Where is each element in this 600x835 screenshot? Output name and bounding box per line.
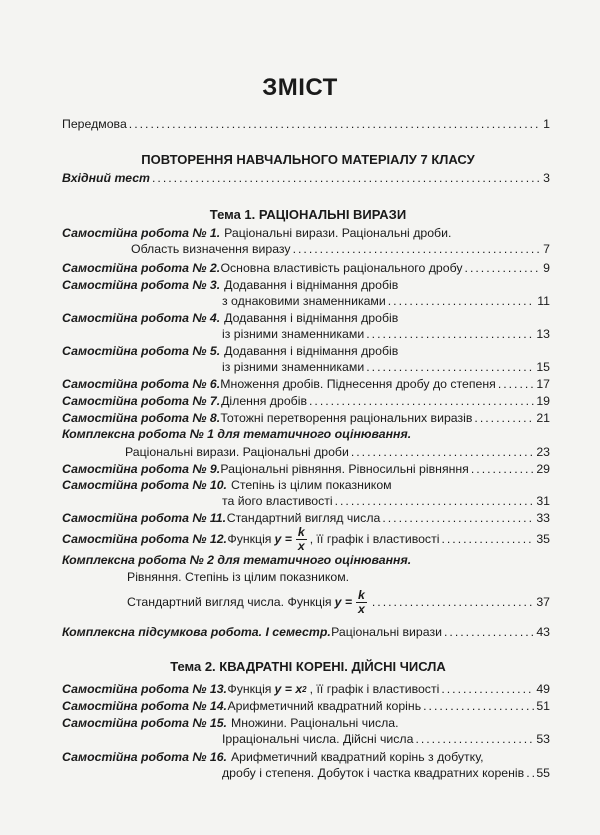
page-number: 11 <box>537 294 550 308</box>
page-number: 43 <box>536 625 550 639</box>
page-number: 29 <box>536 462 550 476</box>
toc-entry-sr13[interactable] <box>62 682 550 697</box>
entry-title: Множення дробів. Піднесення дробу до степеня <box>220 377 496 391</box>
entry-title-tail: , її графік і властивості <box>309 682 440 696</box>
leader-dots <box>309 394 534 409</box>
entry-label: Вхідний тест <box>62 171 150 185</box>
work-label: Самостійна робота № 7. <box>62 394 221 408</box>
function-formula <box>274 526 306 553</box>
toc-entry-sr1[interactable] <box>62 226 451 241</box>
work-label: Самостійна робота № 12. <box>62 531 227 546</box>
toc-entry-kr2-cont2[interactable] <box>127 588 550 616</box>
entry-title: Раціональні вирази <box>331 625 442 639</box>
work-label: Самостійна робота № 14. <box>62 699 227 713</box>
leader-dots <box>441 682 534 697</box>
entry-title-cont: Ірраціональні числа. Дійсні числа <box>222 732 414 746</box>
toc-entry-kr1-cont[interactable] <box>125 445 550 460</box>
leader-dots <box>444 625 534 640</box>
entry-title: Додавання і віднімання дробів <box>224 311 399 325</box>
leader-dots <box>152 171 541 186</box>
page-number: 9 <box>543 261 550 275</box>
fraction-numerator: k <box>358 587 365 602</box>
entry-title: Додавання і віднімання дробів <box>224 278 399 292</box>
entry-title: Стандартний вигляд числа <box>226 511 381 525</box>
toc-entry-sr14[interactable] <box>62 699 550 714</box>
work-label: Самостійна робота № 16. <box>62 750 227 764</box>
leader-dots <box>498 377 535 392</box>
work-label: Самостійна робота № 13. <box>62 682 227 696</box>
toc-entry-sr10[interactable] <box>62 478 392 493</box>
page-title: ЗМІСТ <box>262 74 338 101</box>
entry-title: Арифметичний квадратний корінь з добутку, <box>230 750 484 764</box>
entry-title: Додавання і віднімання дробів <box>224 344 399 358</box>
toc-entry-sr8[interactable] <box>62 411 550 426</box>
formula-base: y = x <box>274 682 303 696</box>
work-label: Самостійна робота № 11. <box>62 511 227 525</box>
work-label: Самостійна робота № 4. <box>62 311 221 325</box>
toc-entry-sr16[interactable] <box>62 750 484 765</box>
page-number: 49 <box>536 682 550 696</box>
page-number: 3 <box>543 171 550 185</box>
fraction <box>356 589 367 616</box>
entry-title: Раціональні рівняння. Рівносильні рівняння <box>220 462 469 476</box>
entry-title-cont: Раціональні вирази. Раціональні дроби <box>125 445 349 459</box>
entry-title: Функція <box>227 682 272 696</box>
page-number: 35 <box>536 531 550 546</box>
entry-title-tail: , її графік і властивості <box>309 531 440 546</box>
page-number: 53 <box>536 732 550 746</box>
toc-entry-kr1[interactable] <box>62 427 411 442</box>
work-label: Самостійна робота № 3. <box>62 278 221 292</box>
leader-dots <box>471 462 534 477</box>
entry-title: Ділення дробів <box>221 394 307 408</box>
formula-lhs: y = <box>274 531 292 546</box>
toc-entry-sr11[interactable] <box>62 511 550 526</box>
leader-dots <box>465 261 542 276</box>
work-label: Самостійна робота № 8. <box>62 411 221 425</box>
toc-entry-sr5-cont[interactable] <box>222 360 550 375</box>
toc-entry-sr4-cont[interactable] <box>222 327 550 342</box>
page-number: 55 <box>536 766 550 780</box>
entry-title: Функція <box>227 531 272 546</box>
fraction-numerator: k <box>297 524 305 539</box>
toc-entry-entry-test[interactable] <box>62 171 550 186</box>
function-formula <box>335 589 367 616</box>
work-label: Самостійна робота № 10. <box>62 478 227 492</box>
toc-entry-sr3-cont[interactable] <box>222 294 550 309</box>
section-heading-topic-1: Тема 1. РАЦІОНАЛЬНІ ВИРАЗИ <box>209 207 407 222</box>
page-number: 31 <box>536 494 550 508</box>
fraction-denominator: x <box>358 601 365 616</box>
toc-entry-sr9[interactable] <box>62 462 550 477</box>
formula-exponent: 2 <box>302 685 307 694</box>
page-number: 37 <box>536 594 550 609</box>
leader-dots <box>372 595 534 610</box>
toc-entry-sr16-cont[interactable] <box>222 766 550 781</box>
page-number: 1 <box>543 117 550 131</box>
page-number: 7 <box>543 242 550 256</box>
page-number: 13 <box>536 327 550 341</box>
entry-title-cont: із різними знаменниками <box>222 327 365 341</box>
toc-entry-sr1-cont[interactable] <box>131 242 550 257</box>
function-formula <box>274 682 306 697</box>
work-label: Самостійна робота № 15. <box>62 716 227 730</box>
entry-title-cont: із різними знаменниками <box>222 360 365 374</box>
leader-dots <box>351 445 534 460</box>
leader-dots <box>423 699 534 714</box>
work-label: Комплексна робота № 2 для тематичного оцінювання. <box>62 553 412 567</box>
entry-title-cont: Рівняння. Степінь із цілим показником. <box>127 570 350 584</box>
work-label: Комплексна підсумкова робота. I семестр. <box>62 625 331 639</box>
leader-dots <box>366 360 534 375</box>
fraction <box>296 526 307 553</box>
leader-dots <box>526 766 534 781</box>
toc-entry-sr12[interactable] <box>62 525 550 553</box>
entry-label: Передмова <box>62 117 127 131</box>
work-label: Комплексна робота № 1 для тематичного оцінювання. <box>62 427 412 441</box>
toc-entry-sr7[interactable] <box>62 394 550 409</box>
page-number: 23 <box>536 445 550 459</box>
entry-title: Множини. Раціональні числа. <box>230 716 399 730</box>
page-number: 15 <box>536 360 550 374</box>
entry-title-cont: та його властивості <box>222 494 333 508</box>
toc-entry-sr15[interactable] <box>62 716 399 731</box>
section-heading-review: ПОВТОРЕННЯ НАВЧАЛЬНОГО МАТЕРІАЛУ 7 КЛАСУ <box>141 152 475 167</box>
work-label: Самостійна робота № 5. <box>62 344 221 358</box>
page-number: 33 <box>536 511 550 525</box>
toc-entry-sr4[interactable] <box>62 311 398 326</box>
leader-dots <box>129 117 541 132</box>
work-label: Самостійна робота № 6. <box>62 377 221 391</box>
page-number: 17 <box>536 377 550 391</box>
toc-entry-kr2-cont[interactable] <box>127 570 349 585</box>
toc-entry-summary[interactable] <box>62 625 550 640</box>
page-number: 21 <box>536 411 550 425</box>
leader-dots <box>388 294 535 309</box>
entry-title: Степінь із цілим показником <box>230 478 392 492</box>
entry-title-cont: Стандартний вигляд числа. Функція <box>127 594 332 609</box>
section-heading-topic-2: Тема 2. КВАДРАТНІ КОРЕНІ. ДІЙСНІ ЧИСЛА <box>170 659 446 674</box>
page-number: 19 <box>536 394 550 408</box>
work-label: Самостійна робота № 1. <box>62 226 221 240</box>
entry-title: Тотожні перетворення раціональних виразів <box>220 411 473 425</box>
entry-title-cont: Область визначення виразу <box>131 242 291 256</box>
work-label: Самостійна робота № 2. <box>62 261 221 275</box>
toc-entry-sr15-cont[interactable] <box>222 732 550 747</box>
leader-dots <box>293 242 542 257</box>
toc-entry-sr2[interactable] <box>62 261 550 276</box>
leader-dots <box>441 532 534 547</box>
formula-lhs: y = <box>334 594 353 609</box>
entry-title-cont: дробу і степеня. Добуток і частка квадратних коренів <box>222 766 525 780</box>
toc-entry-sr6[interactable] <box>62 377 550 392</box>
toc-entry-kr2[interactable] <box>62 553 411 568</box>
entry-title: Раціональні вирази. Раціональні дроби. <box>224 226 452 240</box>
page-number: 51 <box>536 699 550 713</box>
entry-title-cont: з однаковими знаменниками <box>222 294 386 308</box>
leader-dots <box>382 511 534 526</box>
fraction-denominator: x <box>297 538 305 553</box>
toc-entry-sr10-cont[interactable] <box>222 494 550 509</box>
leader-dots <box>366 327 534 342</box>
leader-dots <box>474 411 534 426</box>
toc-entry-intro[interactable] <box>62 117 550 132</box>
toc-entry-sr3[interactable] <box>62 278 398 293</box>
leader-dots <box>335 494 535 509</box>
leader-dots <box>415 732 534 747</box>
entry-title: Основна властивість раціонального дробу <box>220 261 463 275</box>
entry-title: Арифметичний квадратний корінь <box>227 699 422 713</box>
toc-entry-sr5[interactable] <box>62 344 398 359</box>
work-label: Самостійна робота № 9. <box>62 462 221 476</box>
